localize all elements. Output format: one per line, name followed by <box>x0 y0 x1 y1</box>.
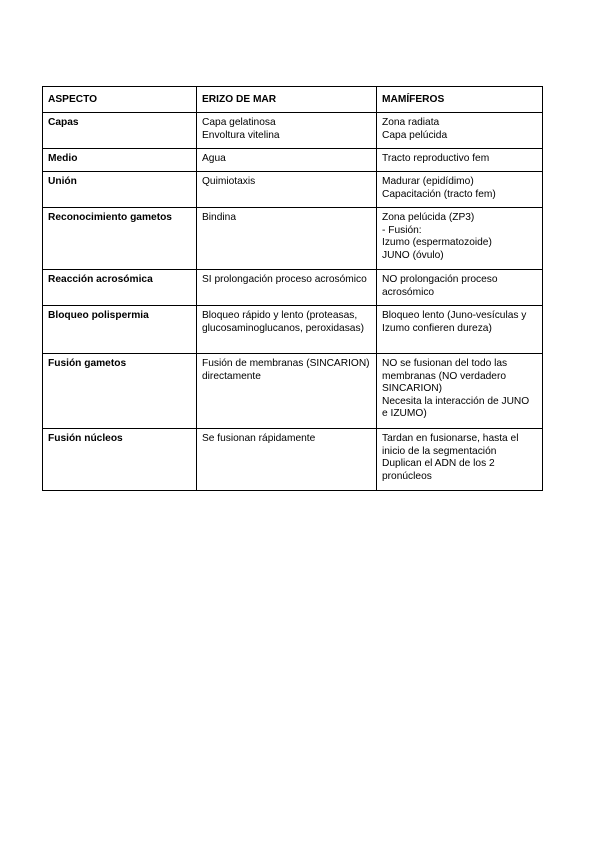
table-row <box>43 208 543 270</box>
header-mamiferos: MAMÍFEROS <box>377 87 543 113</box>
table-header-row <box>43 87 543 113</box>
cell-mamiferos <box>377 208 543 270</box>
cell-line: SI prolongación proceso acrosómico <box>202 274 367 285</box>
cell-aspecto: Reacción acrosómica <box>43 270 197 306</box>
cell-line: Envoltura vitelina <box>202 129 280 141</box>
cell-line: Agua <box>202 153 226 164</box>
cell-line: Bindina <box>202 212 236 223</box>
cell-line: Capa pelúcida <box>382 129 448 141</box>
cell-line: Necesita la interacción de JUNO e IZUMO) <box>382 395 530 420</box>
cell-erizo-de-mar <box>197 113 377 149</box>
header-aspecto: ASPECTO <box>43 87 197 113</box>
cell-mamiferos <box>377 306 543 354</box>
cell-erizo-de-mar <box>197 306 377 354</box>
header-erizo-de-mar: ERIZO DE MAR <box>197 87 377 113</box>
cell-line: NO se fusionan del todo las membranas (NO verdadero SINCARION) <box>382 358 508 395</box>
table-row <box>43 429 543 491</box>
cell-aspecto: Bloqueo polispermia <box>43 306 197 354</box>
cell-line: NO prolongación proceso acrosómico <box>382 274 498 298</box>
cell-line: JUNO (óvulo) <box>382 249 444 261</box>
table-row <box>43 149 543 172</box>
cell-line: - Fusión: <box>382 224 422 236</box>
cell-aspecto: Fusión núcleos <box>43 429 197 491</box>
table-row <box>43 113 543 149</box>
cell-line: Fusión de membranas (SINCARION) directamente <box>202 358 370 382</box>
cell-line: Zona pelúcida (ZP3) <box>382 212 475 223</box>
cell-mamiferos <box>377 354 543 429</box>
cell-line: Bloqueo lento (Juno-vesículas y Izumo confieren dureza) <box>382 310 527 334</box>
cell-erizo-de-mar <box>197 429 377 491</box>
cell-line: Madurar (epidídimo) <box>382 176 474 187</box>
table-row <box>43 270 543 306</box>
cell-aspecto: Fusión gametos <box>43 354 197 429</box>
cell-mamiferos <box>377 113 543 149</box>
table-row <box>43 306 543 354</box>
cell-erizo-de-mar <box>197 172 377 208</box>
table-body <box>43 113 543 491</box>
cell-mamiferos <box>377 172 543 208</box>
cell-mamiferos <box>377 429 543 491</box>
cell-erizo-de-mar <box>197 270 377 306</box>
cell-mamiferos <box>377 149 543 172</box>
cell-line: Zona radiata <box>382 117 440 128</box>
cell-line: Bloqueo rápido y lento (proteasas, glucosaminoglucanos, peroxidasas) <box>202 310 364 334</box>
cell-aspecto: Capas <box>43 113 197 149</box>
table-row <box>43 172 543 208</box>
cell-aspecto: Unión <box>43 172 197 208</box>
cell-line: Duplican el ADN de los 2 pronúcleos <box>382 458 495 482</box>
cell-line: Quimiotaxis <box>202 176 256 187</box>
cell-line: Tracto reproductivo fem <box>382 153 490 164</box>
cell-line: Tardan en fusionarse, hasta el inicio de la segmentación <box>382 433 519 457</box>
cell-erizo-de-mar <box>197 208 377 270</box>
table-row <box>43 354 543 429</box>
cell-line: Izumo (espermatozoide) <box>382 237 492 249</box>
cell-line: Capa gelatinosa <box>202 117 276 128</box>
cell-aspecto: Medio <box>43 149 197 172</box>
cell-mamiferos <box>377 270 543 306</box>
cell-line: Se fusionan rápidamente <box>202 433 316 444</box>
cell-erizo-de-mar <box>197 354 377 429</box>
cell-line: Capacitación (tracto fem) <box>382 188 496 200</box>
comparison-table <box>42 86 543 491</box>
cell-erizo-de-mar <box>197 149 377 172</box>
cell-aspecto: Reconocimiento gametos <box>43 208 197 270</box>
